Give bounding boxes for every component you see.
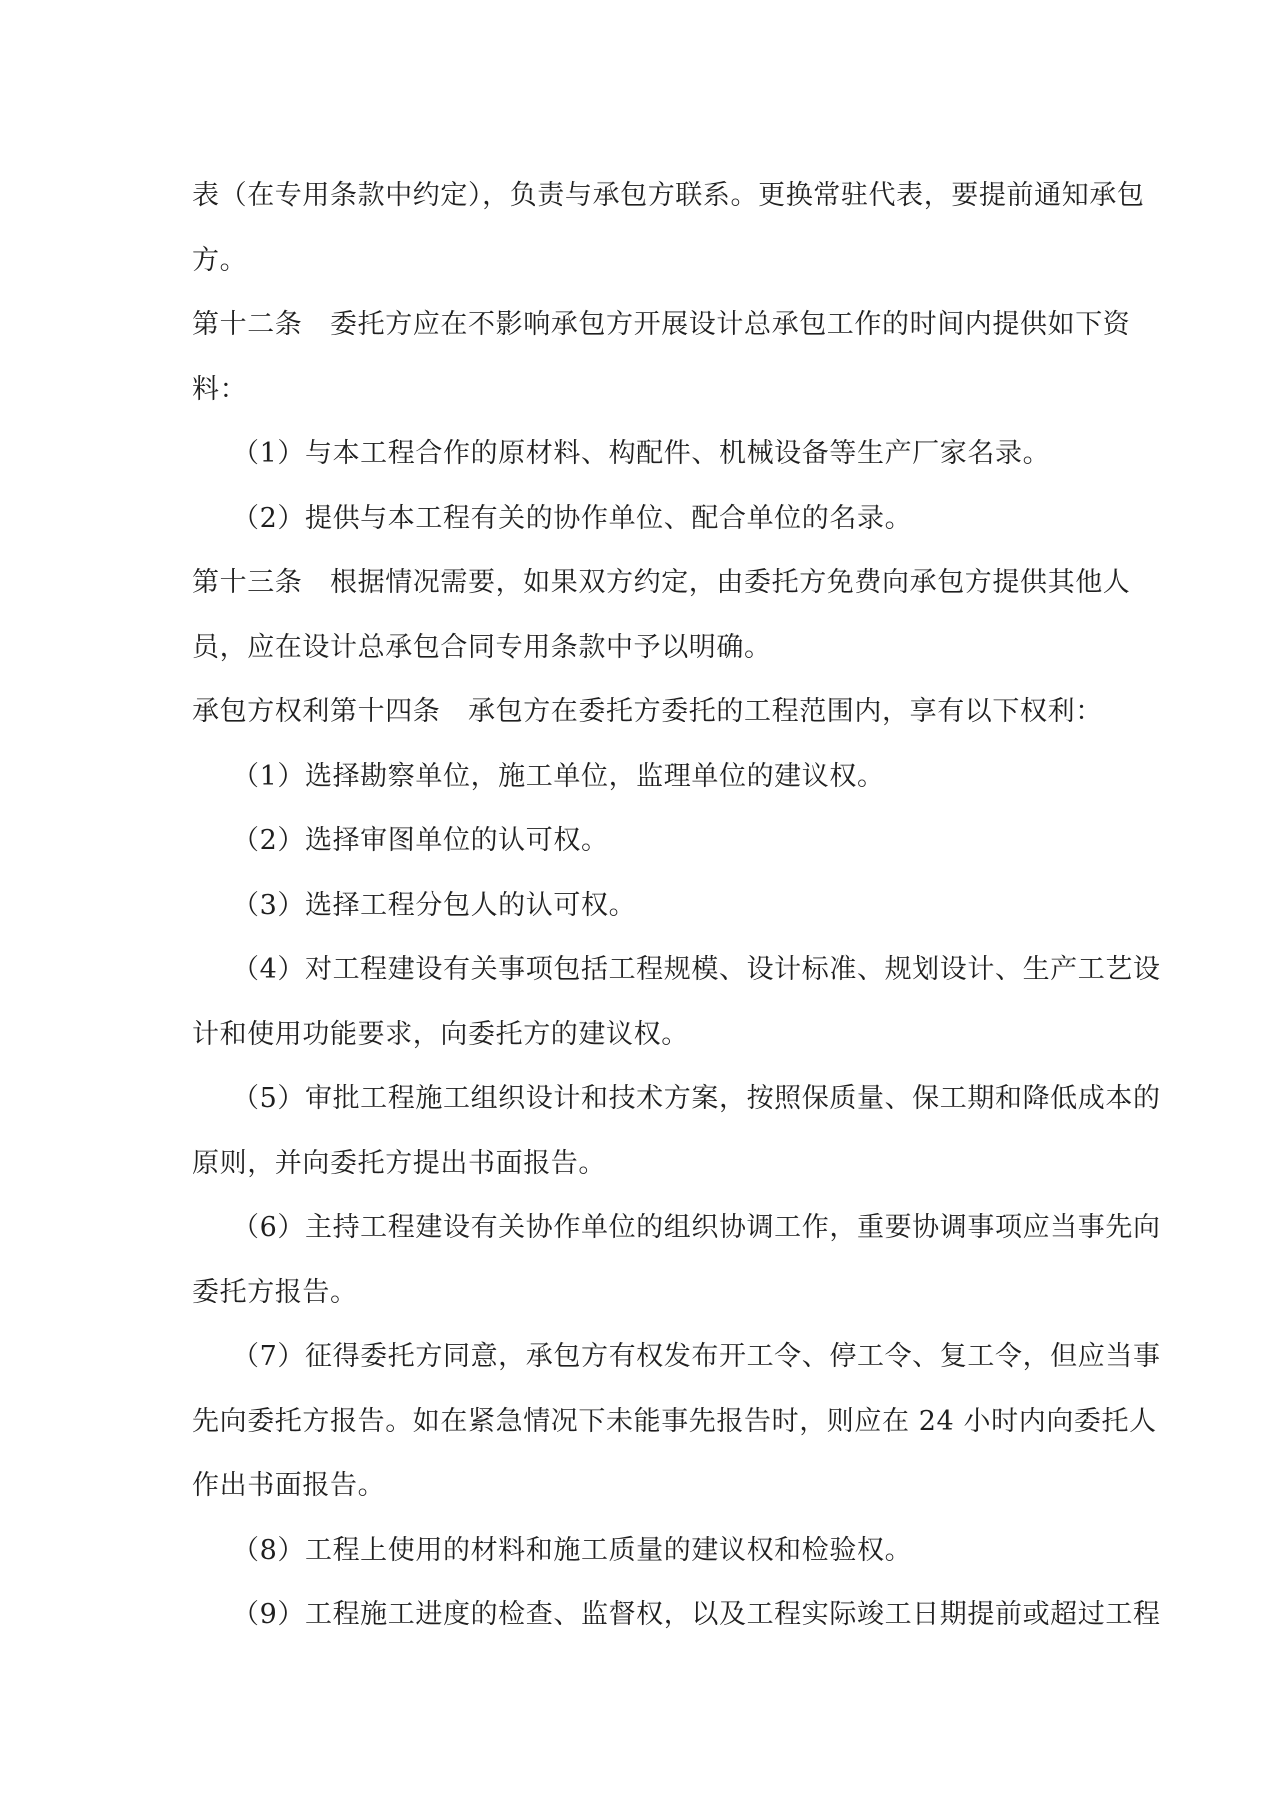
right-item-5: （5）审批工程施工组织设计和技术方案，按照保质量、保工期和降低成本的 [232,1083,1161,1114]
right-item-2: （2）选择审图单位的认可权。 [232,825,609,856]
text-line-1: 表（在专用条款中约定），负责与承包方联系。更换常驻代表，要提前通知承包 [192,180,1145,211]
right-item-9: （9）工程施工进度的检查、监督权，以及工程实际竣工日期提前或超过工程 [232,1599,1161,1630]
text-line-4: 料： [192,373,248,405]
right-item-8: （8）工程上使用的材料和施工质量的建议权和检验权。 [232,1534,913,1566]
right-item-7: （7）征得委托方同意，承包方有权发布开工令、停工令、复工令，但应当事 [232,1341,1161,1372]
list-item-2: （2）提供与本工程有关的协作单位、配合单位的名录。 [232,502,913,534]
clause-13-heading: 第十三条 根据情况需要，如果双方约定，由委托方免费向承包方提供其他人 [192,567,1131,598]
right-item-7-cont-2: 作出书面报告。 [192,1470,386,1501]
right-item-6-cont: 委托方报告。 [192,1276,358,1308]
right-item-7-cont-1: 先向委托方报告。如在紧急情况下未能事先报告时，则应在 24 小时内向委托人 [192,1405,1157,1437]
clause-12-heading: 第十二条 委托方应在不影响承包方开展设计总承包工作的时间内提供如下资 [192,309,1131,340]
right-item-5-cont: 原则，并向委托方提出书面报告。 [192,1147,606,1179]
text-line-8: 员，应在设计总承包合同专用条款中予以明确。 [192,631,772,663]
right-item-3: （3）选择工程分包人的认可权。 [232,889,637,921]
right-item-4-cont: 计和使用功能要求，向委托方的建议权。 [192,1018,689,1050]
right-item-1: （1）选择勘察单位，施工单位，监理单位的建议权。 [232,760,885,792]
text-line-2: 方。 [192,244,248,276]
right-item-6: （6）主持工程建设有关协作单位的组织协调工作，重要协调事项应当事先向 [232,1212,1161,1243]
right-item-4: （4）对工程建设有关事项包括工程规模、设计标准、规划设计、生产工艺设 [232,954,1161,985]
document-page [192,164,1161,1648]
clause-14-heading: 承包方权利第十四条 承包方在委托方委托的工程范围内，享有以下权利： [192,696,1103,727]
list-item-1: （1）与本工程合作的原材料、构配件、机械设备等生产厂家名录。 [232,438,1051,469]
